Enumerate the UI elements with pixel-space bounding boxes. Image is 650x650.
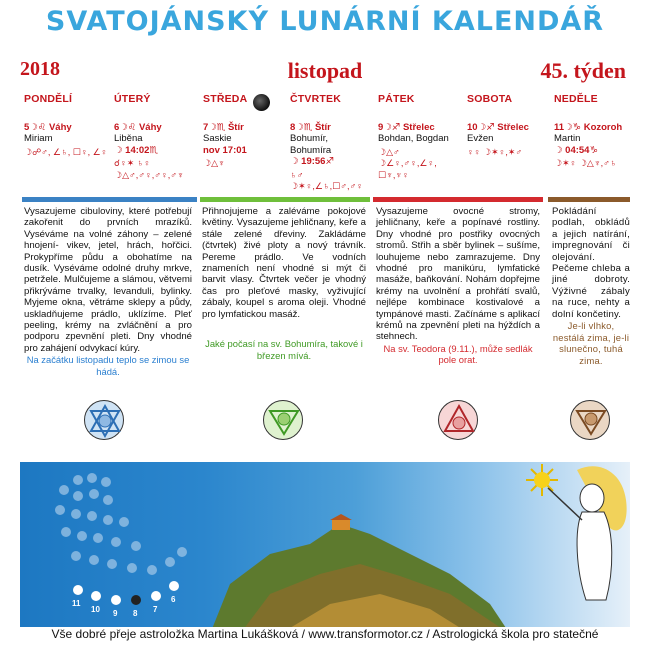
proverb: Na sv. Teodora (9.11.), může sedlák pole orat. [383,342,533,366]
band-blue [22,197,197,202]
day-moon: ☽ 14:02♏ [114,144,158,156]
water-chakra-icon [84,400,124,440]
heart-chakra-icon [263,400,303,440]
day-aspects: ♀♀ ☽✶♀,✶♂ [467,146,523,157]
month-label: listopad [287,58,363,83]
column-text: Vysazujeme cibuloviny, které potřebují zakořenit do prvních mrazíků. Vyséváme na volné záhony – zelené hnojení- vikev, jetel, hrách, hořčici. Prokypříme půdu a obohatíme na dusík. Vyséváme odolné druhy mrkve, petržele. Mulčujeme a slámou, větvemi přikrýváme trvalky, levanduli, bylinky. Myjeme okna, větráme sklepy a půdy, uskladňujeme prádlo, uklízíme. Pleť peeling, krémy na zvláčnění a pro podporu zpevnění pleti. Dny vhodné pro zahájení odvykací kúry. [24,206,192,354]
proverb: Na začátku listopadu teplo se zimou se hádá. [26,354,190,377]
day-moon: nov 17:01 [203,144,247,156]
column-sunday [552,206,630,366]
day-aspects: ☽△♂ ☽∠♀,♂♀,∠♀, ☐♆,♆♀ [378,146,437,180]
day-sunday [554,94,634,196]
day-date: 10☽♐ Střelec [467,121,529,133]
footer-credits: Vše dobré přeje astroložka Martina Lukášková / www.transformotor.cz / Astrologická škola pro statečné [51,627,599,641]
calendar-title: SVATOJÁNSKÝ LUNÁRNÍ KALENDÁŘ [45,6,605,37]
wooded-hill-illustration [210,514,510,627]
moon-day-number: 7 [153,605,158,614]
day-date: 5☽♌ Váhy [24,121,72,133]
moon-phases-spiral [20,462,220,627]
moon-day-number: 9 [113,609,118,618]
day-monday [24,94,108,196]
day-friday [378,94,458,196]
column-text: Přihnojujeme a zaléváme pokojové květiny. Vysazujeme jehličnany, keře a stále zelené dřeviny. Zakládáme (čtvrtek) živé ploty a nový trávník. Pereme prádlo. Ve vodních znameních není vhodné si mýt či barvit vlasy. Čtvrtek večer je vhodný čas pro pleťové masky, vyživující zábaly, koupel s aroma oleji. Vhodné pro lymfatickou masáž. [202,206,366,320]
band-red [373,197,543,202]
band-green [200,197,370,202]
day-saturday [467,94,547,196]
day-saints: Saskie [203,133,232,144]
day-date: 9☽♐ Střelec [378,121,435,133]
day-aspects: ☽△♆ [203,158,225,168]
day-name: PÁTEK [378,93,415,105]
year-label: 2018 [20,58,60,80]
band-brown [548,197,630,202]
day-saints: Bohdan, Bogdan [378,133,449,144]
day-saints: Bohumír, Bohumíra [290,133,332,156]
proverb: Je-li vlhko, nestálá zima, je-li slunečno, tuhá zima. [552,320,630,366]
earth-chakra-icon [570,400,610,440]
day-date: 7☽♏ Štír [203,121,244,133]
day-saints: Miriam [24,133,53,144]
column-text: Vysazujeme ovocné stromy, jehličnany, keře a popínavé rostliny. Dny vhodné pro postřiky ovocných stromů. Střih a sběr bylinek – sušíme, louhujeme nebo zamrazujeme. Dny vhodné pro manikúru, lymfatické masáže, baňkování. Nohám dopřejme krémy na uvolnění a prohřátí svalů, nejlépe kombinace kostivalové a tympánové masti. Začínáme s aplikací krémů na zpevnění pleti na hýždích a stehnech. [376,206,540,343]
day-wednesday [203,94,281,196]
moon-day-number: 8 [133,609,138,618]
day-name: ÚTERÝ [114,93,151,105]
moon-day-number: 11 [72,599,81,608]
day-name: PONDĚLÍ [24,93,73,105]
day-name: STŘEDA [203,93,248,105]
day-aspects: ☽☍♂, ∠♄, ☐♀, ∠♀ [24,146,108,157]
day-aspects: ☽✶♀ ☽△♆,♂♄ [554,158,617,168]
fire-chakra-icon [438,400,478,440]
day-moon: ☽ 04:54♑ [554,144,598,156]
day-name: ČTVRTEK [290,93,341,105]
proverb: Jaké počasí na sv. Bohumíra, takové i březen mívá. [205,338,363,361]
week-label: 45. týden [540,58,626,83]
column-friday-saturday [376,206,540,366]
column-text: Pokládání podlah, obkládů a jejich natírání, impregnování či olejování. Pečeme chleba a jiné dobroty. Výživné zábaly na ruce, nehty a dolní končetiny. [552,206,630,320]
day-date: 11☽♑ Kozoroh [554,121,623,133]
day-date: 6☽♌ Váhy [114,121,162,133]
day-aspects: ☌♀✶ ♄♀ ☽△♂,♂♀,♂♀,♂♆ [114,158,184,180]
column-wednesday-thursday [202,206,366,361]
day-tuesday [114,94,198,196]
day-date: 8☽♏ Štír [290,121,331,133]
new-moon-icon [253,94,270,111]
day-name: NEDĚLE [554,93,598,105]
day-name: SOBOTA [467,93,513,105]
day-thursday [290,94,370,196]
day-aspects: ♄♂ ☽✶♀,∠♄,☐♂,♂♀ [290,169,363,191]
day-saints: Martin [554,133,581,144]
day-saints: Evžen [467,133,494,144]
moon-day-number: 6 [171,595,176,604]
moon-day-number: 10 [91,605,100,614]
day-moon: ☽ 19:56♐ [290,156,334,167]
day-saints: Liběna [114,133,143,144]
column-monday-tuesday [24,206,192,377]
sun-figure-illustration [522,460,642,615]
